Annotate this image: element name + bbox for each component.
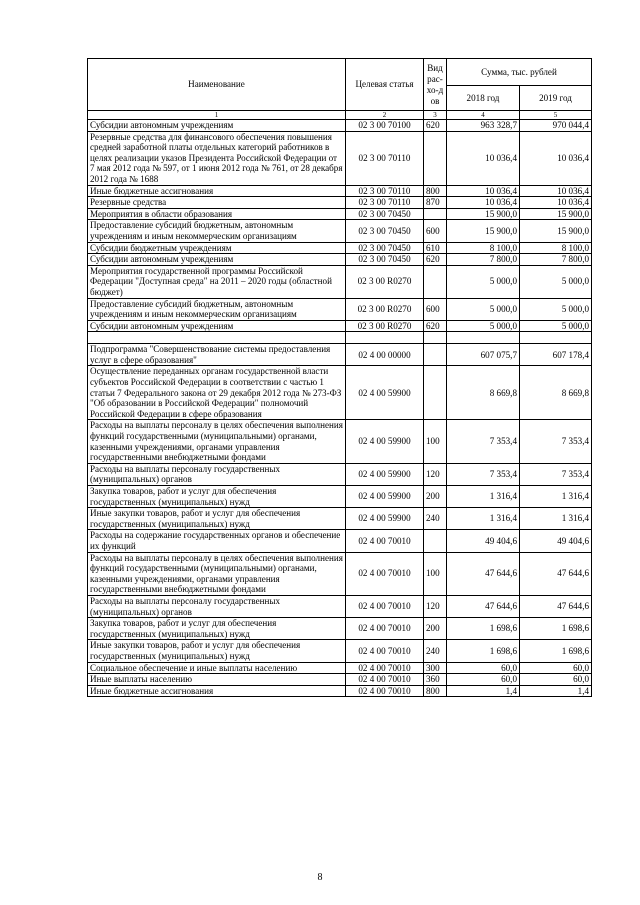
row-sum-2019-cell: 49 404,6 xyxy=(520,530,592,552)
row-sum-2019-cell: 5 000,0 xyxy=(520,265,592,298)
row-sum-2019-cell: 15 900,0 xyxy=(520,208,592,220)
empty-cell xyxy=(424,332,447,344)
row-sum-2019-cell: 607 178,4 xyxy=(520,344,592,366)
row-name-cell: Расходы на выплаты персоналу в целях обеспечения выполнения функций государственными (муниципальными) органами, казенными учреждениями, органами управления государственными внебюджетными фондами xyxy=(88,420,346,463)
row-expense-type-cell: 100 xyxy=(424,420,447,463)
index-cell: 2 xyxy=(346,111,424,120)
row-expense-type-cell: 610 xyxy=(424,242,447,254)
row-sum-2018-cell: 5 000,0 xyxy=(447,265,520,298)
row-target-code-cell: 02 3 00 R0270 xyxy=(346,320,424,332)
table-row xyxy=(88,265,592,298)
row-name-cell: Предоставление субсидий бюджетным, автономным учреждениям и иным некоммерческим организациям xyxy=(88,220,346,242)
table-row xyxy=(88,208,592,220)
row-target-code-cell: 02 4 00 59900 xyxy=(346,366,424,420)
table-row xyxy=(88,185,592,197)
row-sum-2018-cell: 47 644,6 xyxy=(447,595,520,617)
table-row xyxy=(88,320,592,332)
table-row xyxy=(88,685,592,697)
row-target-code-cell: 02 3 00 70110 xyxy=(346,131,424,185)
row-sum-2018-cell: 607 075,7 xyxy=(447,344,520,366)
row-expense-type-cell: 600 xyxy=(424,220,447,242)
row-expense-type-cell: 620 xyxy=(424,254,447,266)
page-number: 8 xyxy=(317,872,323,883)
row-target-code-cell: 02 3 00 70450 xyxy=(346,208,424,220)
row-sum-2019-cell: 47 644,6 xyxy=(520,595,592,617)
table-row xyxy=(88,508,592,530)
row-sum-2019-cell: 1 698,6 xyxy=(520,640,592,662)
header-year-2019: 2019 год xyxy=(520,86,592,111)
row-name-cell: Осуществление переданных органам государственной власти субъектов Российской Федерации в соответствии с частью 1 статьи 7 Федерального закона от 29 декабря 2012 года № 273-ФЗ "Об образовании в Российской Федерации" полномочий Российской Федерации в сфере образования xyxy=(88,366,346,420)
row-sum-2018-cell: 10 036,4 xyxy=(447,185,520,197)
row-sum-2019-cell: 10 036,4 xyxy=(520,185,592,197)
table-row xyxy=(88,662,592,674)
row-sum-2018-cell: 1 316,4 xyxy=(447,486,520,508)
row-name-cell: Расходы на выплаты персоналу государственных (муниципальных) органов xyxy=(88,595,346,617)
row-expense-type-cell xyxy=(424,208,447,220)
row-sum-2018-cell: 1 698,6 xyxy=(447,618,520,640)
row-expense-type-cell: 240 xyxy=(424,508,447,530)
row-target-code-cell: 02 4 00 59900 xyxy=(346,420,424,463)
row-expense-type-cell xyxy=(424,344,447,366)
row-target-code-cell: 02 3 00 70450 xyxy=(346,220,424,242)
row-expense-type-cell xyxy=(424,131,447,185)
row-name-cell: Расходы на содержание государственных органов и обеспечение их функций xyxy=(88,530,346,552)
table-row xyxy=(88,120,592,132)
row-expense-type-cell: 600 xyxy=(424,298,447,320)
row-sum-2018-cell: 5 000,0 xyxy=(447,320,520,332)
row-expense-type-cell: 800 xyxy=(424,185,447,197)
table-row xyxy=(88,366,592,420)
row-sum-2019-cell: 5 000,0 xyxy=(520,320,592,332)
empty-cell xyxy=(520,332,592,344)
row-expense-type-cell xyxy=(424,530,447,552)
table-row xyxy=(88,420,592,463)
row-expense-type-cell: 240 xyxy=(424,640,447,662)
row-expense-type-cell: 800 xyxy=(424,685,447,697)
row-sum-2018-cell: 8 100,0 xyxy=(447,242,520,254)
row-target-code-cell: 02 4 00 70010 xyxy=(346,662,424,674)
row-sum-2019-cell: 47 644,6 xyxy=(520,552,592,595)
row-sum-2019-cell: 60,0 xyxy=(520,662,592,674)
row-expense-type-cell: 200 xyxy=(424,618,447,640)
header-name: Наименование xyxy=(88,59,346,111)
row-sum-2018-cell: 15 900,0 xyxy=(447,220,520,242)
table-row xyxy=(88,131,592,185)
table-row xyxy=(88,595,592,617)
row-sum-2018-cell: 7 353,4 xyxy=(447,463,520,485)
row-sum-2018-cell: 1 698,6 xyxy=(447,640,520,662)
row-target-code-cell: 02 4 00 59900 xyxy=(346,508,424,530)
table-body xyxy=(88,120,592,697)
row-sum-2019-cell: 10 036,4 xyxy=(520,131,592,185)
row-name-cell: Расходы на выплаты персоналу в целях обеспечения выполнения функций государственными (муниципальными) органами, казенными учреждениями, органами управления государственными внебюджетными фондами xyxy=(88,552,346,595)
row-expense-type-cell xyxy=(424,366,447,420)
row-expense-type-cell xyxy=(424,265,447,298)
row-target-code-cell: 02 3 00 70110 xyxy=(346,185,424,197)
row-target-code-cell: 02 3 00 70110 xyxy=(346,197,424,209)
row-name-cell: Иные закупки товаров, работ и услуг для обеспечения государственных (муниципальных) нужд xyxy=(88,640,346,662)
row-name-cell: Социальное обеспечение и иные выплаты населению xyxy=(88,662,346,674)
row-target-code-cell: 02 4 00 70010 xyxy=(346,618,424,640)
row-name-cell: Закупка товаров, работ и услуг для обеспечения государственных (муниципальных) нужд xyxy=(88,486,346,508)
table-row xyxy=(88,486,592,508)
row-sum-2019-cell: 7 800,0 xyxy=(520,254,592,266)
row-target-code-cell: 02 3 00 R0270 xyxy=(346,298,424,320)
row-name-cell: Предоставление субсидий бюджетным, автономным учреждениям и иным некоммерческим организациям xyxy=(88,298,346,320)
header-row xyxy=(88,59,592,86)
row-name-cell: Иные бюджетные ассигнования xyxy=(88,685,346,697)
row-target-code-cell: 02 4 00 59900 xyxy=(346,463,424,485)
row-expense-type-cell: 100 xyxy=(424,552,447,595)
header-year-2018: 2018 год xyxy=(447,86,520,111)
row-sum-2018-cell: 49 404,6 xyxy=(447,530,520,552)
row-expense-type-cell: 120 xyxy=(424,595,447,617)
empty-cell xyxy=(88,332,346,344)
table-row xyxy=(88,254,592,266)
row-target-code-cell: 02 4 00 00000 xyxy=(346,344,424,366)
row-expense-type-cell: 300 xyxy=(424,662,447,674)
table-row xyxy=(88,674,592,686)
empty-cell xyxy=(447,332,520,344)
row-sum-2018-cell: 60,0 xyxy=(447,674,520,686)
budget-table xyxy=(87,58,592,697)
header-target: Целевая статья xyxy=(346,59,424,111)
row-expense-type-cell: 360 xyxy=(424,674,447,686)
index-cell: 3 xyxy=(424,111,447,120)
table-row xyxy=(88,298,592,320)
row-sum-2018-cell: 60,0 xyxy=(447,662,520,674)
index-cell: 4 xyxy=(447,111,520,120)
row-sum-2018-cell: 7 800,0 xyxy=(447,254,520,266)
table-row xyxy=(88,344,592,366)
row-sum-2019-cell: 1 316,4 xyxy=(520,508,592,530)
row-sum-2019-cell: 970 044,4 xyxy=(520,120,592,132)
row-sum-2019-cell: 5 000,0 xyxy=(520,298,592,320)
row-target-code-cell: 02 3 00 70450 xyxy=(346,254,424,266)
row-name-cell: Мероприятия государственной программы Российской Федерации "Доступная среда" на 2011 – 2020 годы (областной бюджет) xyxy=(88,265,346,298)
row-target-code-cell: 02 3 00 70450 xyxy=(346,242,424,254)
row-name-cell: Подпрограмма "Совершенствование системы предоставления услуг в сфере образования" xyxy=(88,344,346,366)
row-sum-2019-cell: 8 669,8 xyxy=(520,366,592,420)
row-target-code-cell: 02 3 00 R0270 xyxy=(346,265,424,298)
row-name-cell: Иные выплаты населению xyxy=(88,674,346,686)
row-name-cell: Субсидии автономным учреждениям xyxy=(88,320,346,332)
row-sum-2019-cell: 60,0 xyxy=(520,674,592,686)
row-target-code-cell: 02 4 00 70010 xyxy=(346,530,424,552)
row-name-cell: Иные бюджетные ассигнования xyxy=(88,185,346,197)
row-name-cell: Мероприятия в области образования xyxy=(88,208,346,220)
table-row xyxy=(88,197,592,209)
row-sum-2019-cell: 15 900,0 xyxy=(520,220,592,242)
index-cell: 5 xyxy=(520,111,592,120)
row-sum-2018-cell: 47 644,6 xyxy=(447,552,520,595)
row-expense-type-cell: 620 xyxy=(424,320,447,332)
row-sum-2019-cell: 7 353,4 xyxy=(520,463,592,485)
row-target-code-cell: 02 4 00 59900 xyxy=(346,486,424,508)
row-sum-2019-cell: 10 036,4 xyxy=(520,197,592,209)
row-name-cell: Субсидии автономным учреждениям xyxy=(88,254,346,266)
header-expense-type: Вид рас-хо-дов xyxy=(424,59,447,111)
row-name-cell: Резервные средства xyxy=(88,197,346,209)
row-sum-2019-cell: 1,4 xyxy=(520,685,592,697)
row-sum-2018-cell: 1 316,4 xyxy=(447,508,520,530)
row-name-cell: Расходы на выплаты персоналу государственных (муниципальных) органов xyxy=(88,463,346,485)
row-expense-type-cell: 200 xyxy=(424,486,447,508)
header-sum: Сумма, тыс. рублей xyxy=(447,59,592,86)
row-target-code-cell: 02 4 00 70010 xyxy=(346,552,424,595)
row-sum-2018-cell: 8 669,8 xyxy=(447,366,520,420)
row-sum-2019-cell: 1 316,4 xyxy=(520,486,592,508)
table-row xyxy=(88,463,592,485)
row-expense-type-cell: 870 xyxy=(424,197,447,209)
row-name-cell: Резервные средства для финансового обеспечения повышения средней заработной платы отдельных категорий работников в целях реализации указов Президента Российской Федерации от 7 мая 2012 года № 597, от 1 июня 2012 года № 761, от 28 декабря 2012 года № 1688 xyxy=(88,131,346,185)
table-row xyxy=(88,530,592,552)
row-sum-2019-cell: 8 100,0 xyxy=(520,242,592,254)
table-row xyxy=(88,552,592,595)
spacer-row xyxy=(88,332,592,344)
row-name-cell: Закупка товаров, работ и услуг для обеспечения государственных (муниципальных) нужд xyxy=(88,618,346,640)
row-sum-2019-cell: 1 698,6 xyxy=(520,618,592,640)
table-row xyxy=(88,618,592,640)
row-target-code-cell: 02 4 00 70010 xyxy=(346,640,424,662)
table-row xyxy=(88,242,592,254)
row-sum-2018-cell: 15 900,0 xyxy=(447,208,520,220)
row-target-code-cell: 02 3 00 70100 xyxy=(346,120,424,132)
row-name-cell: Иные закупки товаров, работ и услуг для обеспечения государственных (муниципальных) нужд xyxy=(88,508,346,530)
row-sum-2018-cell: 7 353,4 xyxy=(447,420,520,463)
row-expense-type-cell: 620 xyxy=(424,120,447,132)
table-row xyxy=(88,640,592,662)
row-sum-2018-cell: 10 036,4 xyxy=(447,131,520,185)
table-row xyxy=(88,220,592,242)
row-target-code-cell: 02 4 00 70010 xyxy=(346,595,424,617)
empty-cell xyxy=(346,332,424,344)
row-sum-2019-cell: 7 353,4 xyxy=(520,420,592,463)
row-sum-2018-cell: 1,4 xyxy=(447,685,520,697)
row-expense-type-cell: 120 xyxy=(424,463,447,485)
index-cell: 1 xyxy=(88,111,346,120)
row-target-code-cell: 02 4 00 70010 xyxy=(346,674,424,686)
row-target-code-cell: 02 4 00 70010 xyxy=(346,685,424,697)
row-sum-2018-cell: 963 328,7 xyxy=(447,120,520,132)
row-name-cell: Субсидии автономным учреждениям xyxy=(88,120,346,132)
row-sum-2018-cell: 10 036,4 xyxy=(447,197,520,209)
row-sum-2018-cell: 5 000,0 xyxy=(447,298,520,320)
index-row xyxy=(88,111,592,120)
row-name-cell: Субсидии бюджетным учреждениям xyxy=(88,242,346,254)
